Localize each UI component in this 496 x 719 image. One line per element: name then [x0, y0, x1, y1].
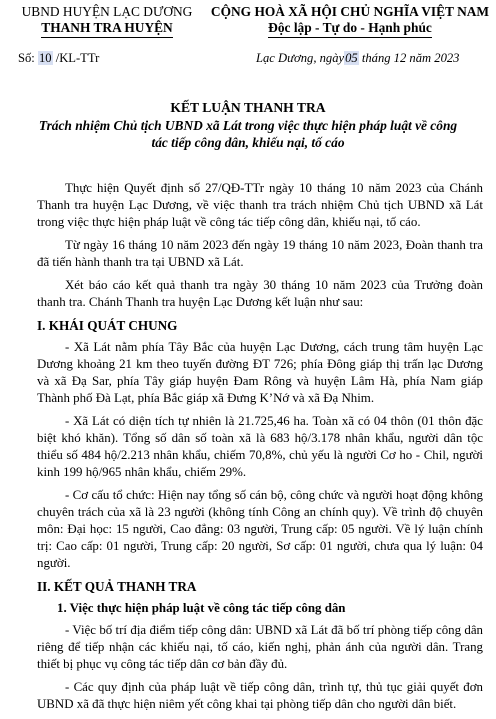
country-name: CỘNG HOÀ XÃ HỘI CHỦ NGHĨA VIỆT NAM	[210, 4, 490, 19]
intro-paragraph-2: Từ ngày 16 tháng 10 năm 2023 đến ngày 19 tháng 10 năm 2023, Đoàn thanh tra đã tiến hành thanh tra tại UBND xã Lát.	[37, 238, 483, 269]
doc-number-value: 10	[38, 51, 52, 65]
subtitle-line-1: Trách nhiệm Chủ tịch UBND xã Lát trong việc thực hiện pháp luật về công	[38, 118, 458, 133]
section-1-paragraph-2: - Xã Lát có diện tích tự nhiên là 21.725,46 ha. Toàn xã có 04 thôn (01 thôn đặc biệt khó khăn). Tổng số dân số toàn xã là 683 hộ/3.178 nhân khẩu, người dân tộc thiểu số 484 hộ/2.213 nhân khẩu, chiếm 70,8%, chủ yếu là người Cơ ho - Chil, người kinh 199 hộ/965 nhân khẩu, chiếm 29%.	[37, 414, 483, 479]
national-motto: Độc lập - Tự do - Hạnh phúc	[268, 20, 432, 35]
section-2-paragraph-2: - Các quy định của pháp luật về tiếp công dân, trình tự, thủ tục giải quyết đơn UBND xã đã thực hiện niêm yết công khai tại phòng tiếp dân cho người dân biết.	[37, 680, 483, 711]
section-1-heading: I. KHÁI QUÁT CHUNG	[37, 318, 178, 333]
agency-line-1: UBND HUYỆN LẠC DƯƠNG	[21, 4, 193, 19]
national-header-block	[210, 4, 490, 36]
date-day: 05	[345, 51, 358, 65]
document-date	[256, 50, 459, 66]
document-title: KẾT LUẬN THANH TRA	[170, 100, 326, 115]
agency-line-2: THANH TRA HUYỆN	[41, 20, 173, 35]
document-body	[37, 180, 483, 719]
date-prefix: Lạc Dương, ngày	[256, 51, 345, 65]
subtitle-line-2: tác tiếp công dân, khiếu nại, tố cáo	[151, 135, 345, 150]
intro-paragraph-1: Thực hiện Quyết định số 27/QĐ-TTr ngày 10 tháng 10 năm 2023 của Chánh Thanh tra huyện Lạc Dương, về việc thanh tra trách nhiệm Chủ tịch UBND xã Lát trong việc thực hiện pháp luật về công tác tiếp công dân, khiếu nại, tố cáo.	[37, 181, 483, 229]
section-1-paragraph-3: - Cơ cấu tổ chức: Hiện nay tổng số cán bộ, công chức và người hoạt động không chuyên trách của xã là 23 người (không tính Công an chính quy). Về trình độ chuyên môn: Đại học: 15 người, Cao đẳng: 03 người, Trung cấp: 05 người. Về lý luận chính trị: Cao cấp: 01 người, Trung cấp: 20 người, Sơ cấp: 01 người, chưa qua lý luận: 04 người.	[37, 488, 483, 570]
issuing-agency-block	[18, 4, 196, 36]
section-2-heading: II. KẾT QUẢ THANH TRA	[37, 579, 197, 594]
document-number	[18, 50, 99, 66]
doc-number-suffix: /KL-TTr	[52, 51, 100, 65]
section-2-subheading-1: 1. Việc thực hiện pháp luật về công tác tiếp công dân	[57, 601, 346, 615]
intro-paragraph-3: Xét báo cáo kết quả thanh tra ngày 30 tháng 10 năm 2023 của Trưởng đoàn thanh tra. Chánh Thanh tra huyện Lạc Dương kết luận như sau:	[37, 278, 483, 309]
date-suffix: tháng 12 năm 2023	[358, 51, 460, 65]
doc-number-prefix: Số:	[18, 51, 38, 65]
section-1-paragraph-1: - Xã Lát nằm phía Tây Bắc của huyện Lạc Dương, cách trung tâm huyện Lạc Dương khoảng 21 km theo tuyến đường ĐT 726; phía Đông giáp thị trấn lạc Dương và xã Đạ Sar, phía Tây giáp huyện Đam Rông và huyện Lâm Hà, phía Nam giáp Thành phố Đà Lạt, phía Bắc giáp xã Đưng K’Nớ và xã Đạ Nhim.	[37, 340, 483, 405]
document-subtitle	[26, 117, 470, 151]
section-2-paragraph-1: - Việc bố trí địa điểm tiếp công dân: UBND xã Lát đã bố trí phòng tiếp công dân riêng để tiếp nhận các khiếu nại, tố cáo, kiến nghị, phản ánh của người dân. Trang thiết bị phục vụ công tác tiếp dân cơ bản đầy đủ.	[37, 623, 483, 671]
